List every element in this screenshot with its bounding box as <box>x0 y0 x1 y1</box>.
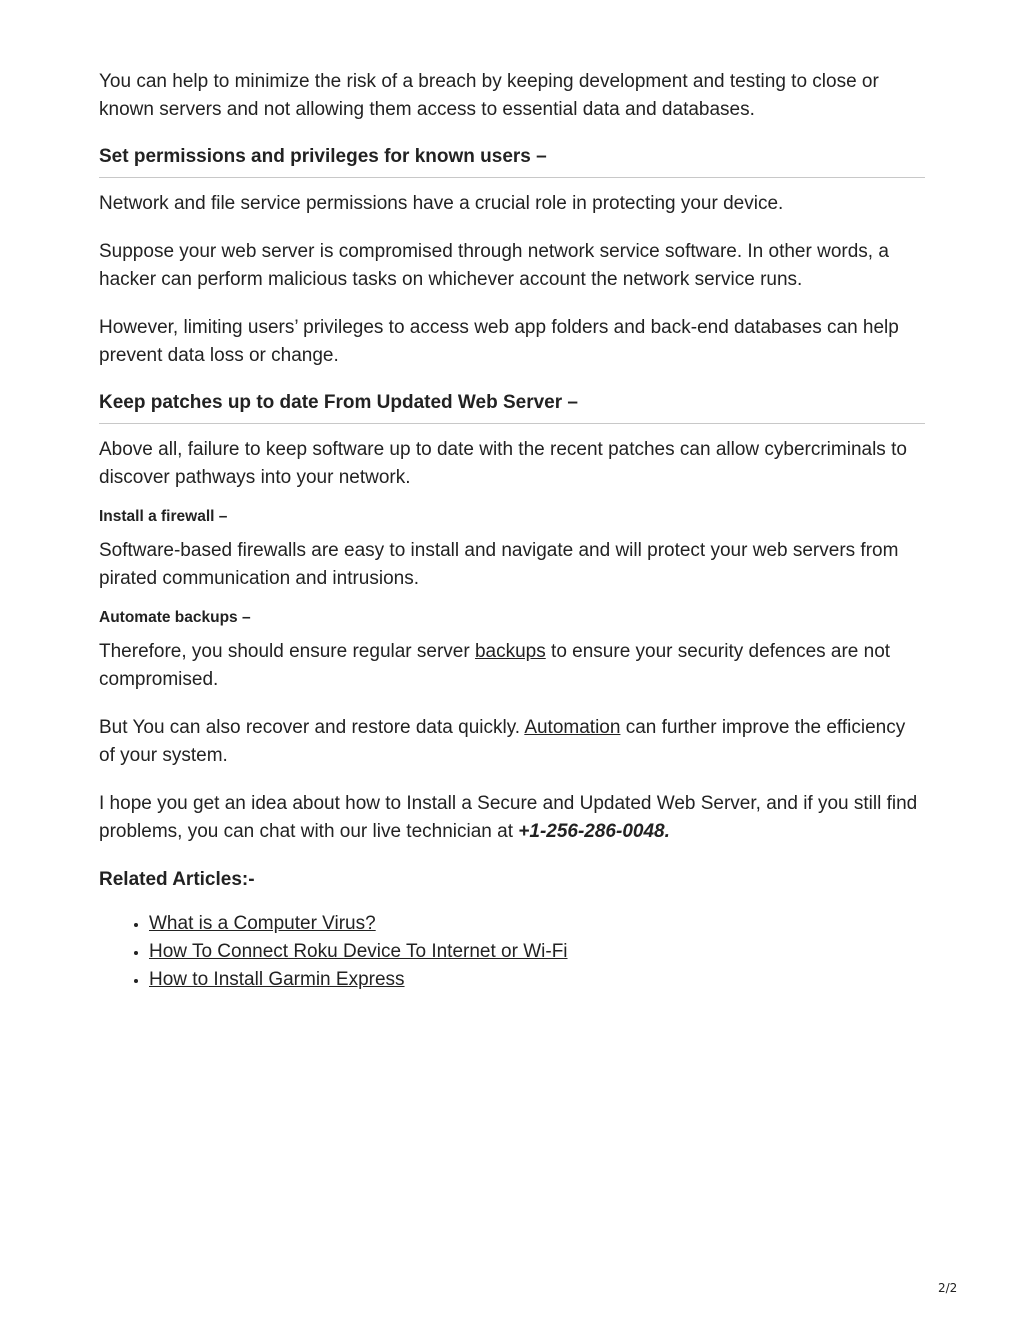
backups-heading: Automate backups – <box>99 609 251 626</box>
permissions-heading: Set permissions and privileges for known users – <box>99 144 925 178</box>
related-articles-list <box>99 910 925 994</box>
permissions-paragraph-2: Suppose your web server is compromised through network service software. In other words, a hacker can perform malicious tasks on whichever account the network service runs. <box>99 241 889 290</box>
firewall-paragraph: Software-based firewalls are easy to install and navigate and will protect your web servers from pirated communication and intrusions. <box>99 540 899 589</box>
automation-link[interactable]: Automation <box>524 717 621 738</box>
article-content <box>99 68 925 994</box>
backups-paragraph-2 <box>99 714 925 770</box>
closing-text: I hope you get an idea about how to Install a Secure and Updated Web Server, and if you still find problems, you can chat with our live technician at <box>99 793 918 842</box>
list-item <box>149 966 925 994</box>
phone-number: +1-256-286-0048. <box>518 821 670 842</box>
related-link-garmin-express[interactable]: How to Install Garmin Express <box>149 969 405 990</box>
page-number: 2/2 <box>938 1281 958 1295</box>
automation-text-after: can further improve the efficiency of your system. <box>99 717 906 766</box>
automation-text-before: But You can also recover and restore data quickly. <box>99 717 525 738</box>
backups-link[interactable]: backups <box>474 641 546 662</box>
related-link-roku-connect[interactable]: How To Connect Roku Device To Internet or Wi-Fi <box>149 941 568 962</box>
permissions-paragraph-1: Network and file service permissions have a crucial role in protecting your device. <box>99 193 784 214</box>
permissions-paragraph-3: However, limiting users’ privileges to access web app folders and back-end databases can help prevent data loss or change. <box>99 317 899 366</box>
backups-text-after: to ensure your security defences are not compromised. <box>99 641 891 690</box>
patches-paragraph: Above all, failure to keep software up to date with the recent patches can allow cybercriminals to discover pathways into your network. <box>99 439 907 488</box>
patches-heading: Keep patches up to date From Updated Web Server – <box>99 390 925 424</box>
firewall-heading: Install a firewall – <box>99 508 228 525</box>
list-item <box>149 938 925 966</box>
closing-paragraph <box>99 790 925 846</box>
backups-paragraph-1 <box>99 638 925 694</box>
list-item <box>149 910 925 938</box>
intro-paragraph: You can help to minimize the risk of a breach by keeping development and testing to close or known servers and not allowing them access to essential data and databases. <box>99 71 879 120</box>
related-link-computer-virus[interactable]: What is a Computer Virus? <box>149 913 376 934</box>
related-articles-heading: Related Articles:- <box>99 869 255 890</box>
backups-text-before: Therefore, you should ensure regular server <box>99 641 475 662</box>
